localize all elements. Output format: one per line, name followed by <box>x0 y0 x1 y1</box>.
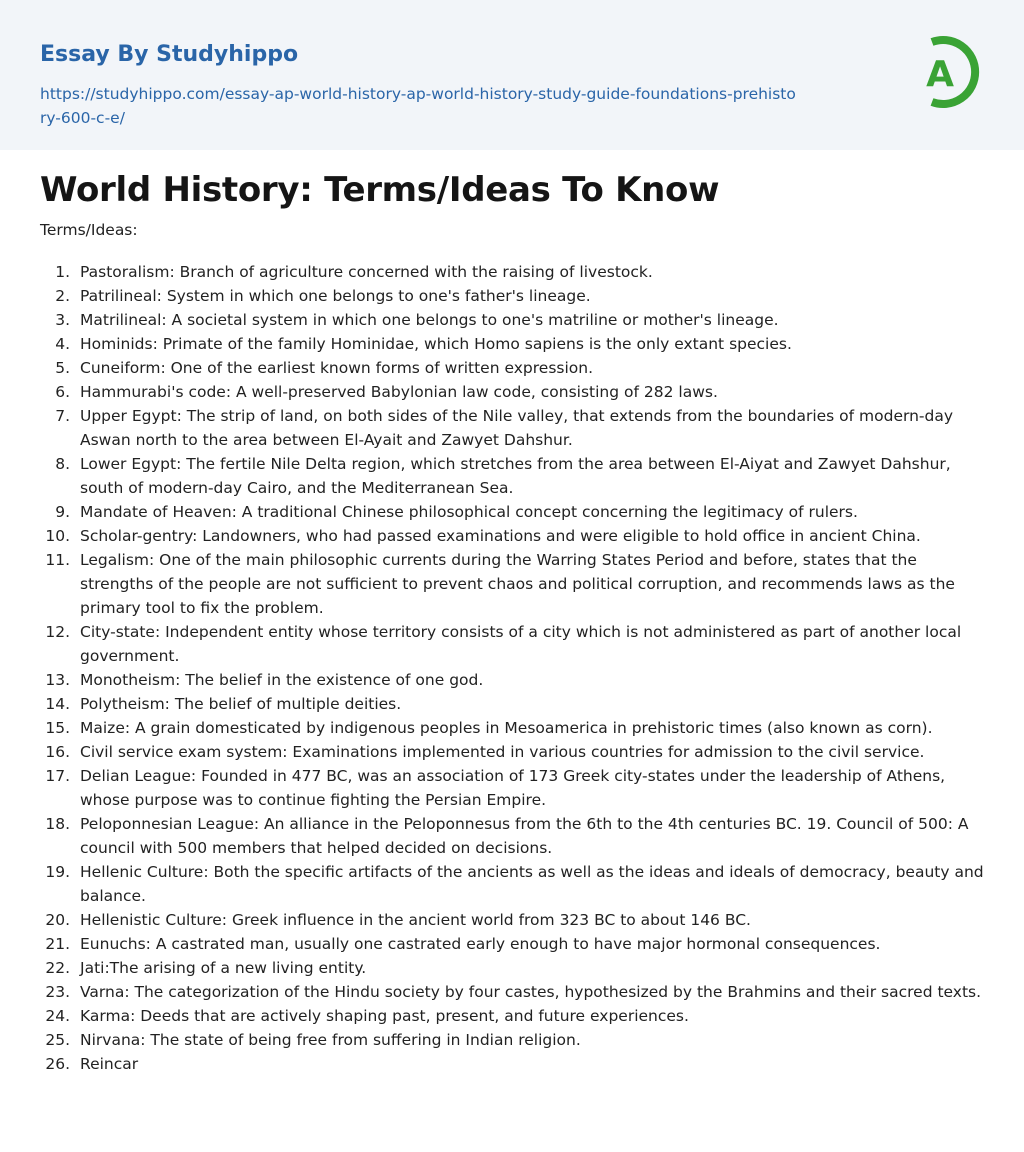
list-item-number: 17. <box>45 767 70 785</box>
list-item <box>40 692 984 716</box>
list-item <box>40 500 984 524</box>
list-item-number: 5. <box>55 359 70 377</box>
list-item <box>40 764 984 812</box>
list-item-text: Hellenistic Culture: Greek influence in the ancient world from 323 BC to about 146 BC. <box>80 911 751 929</box>
list-item-number: 4. <box>55 335 70 353</box>
list-item <box>40 260 984 284</box>
list-item-text: Matrilineal: A societal system in which one belongs to one's matriline or mother's lineage. <box>80 311 779 329</box>
studyhippo-logo-icon[interactable] <box>912 28 986 116</box>
list-item <box>40 980 984 1004</box>
list-item-text: Monotheism: The belief in the existence of one god. <box>80 671 484 689</box>
source-url-link[interactable]: https://studyhippo.com/essay-ap-world-history-ap-world-history-study-guide-foundations-prehistory-600-c-e/ <box>40 85 796 127</box>
list-item <box>40 332 984 356</box>
list-item-number: 11. <box>45 551 70 569</box>
essay-subtitle: Terms/Ideas: <box>40 221 138 239</box>
list-item-number: 10. <box>45 527 70 545</box>
terms-list <box>40 260 984 1076</box>
list-item <box>40 716 984 740</box>
list-item <box>40 404 984 452</box>
list-item-number: 9. <box>55 503 70 521</box>
list-item-number: 13. <box>45 671 70 689</box>
list-item-text: Mandate of Heaven: A traditional Chinese philosophical concept concerning the legitimacy of rulers. <box>80 503 858 521</box>
list-item <box>40 956 984 980</box>
site-header <box>0 0 1024 150</box>
list-item <box>40 1004 984 1028</box>
list-item <box>40 356 984 380</box>
list-item-text: Delian League: Founded in 477 BC, was an association of 173 Greek city-states under the leadership of Athens, whose purpose was to continue fighting the Persian Empire. <box>80 767 946 809</box>
list-item-number: 24. <box>45 1007 70 1025</box>
logo-letter: A <box>926 54 954 95</box>
list-item <box>40 860 984 908</box>
list-item-number: 3. <box>55 311 70 329</box>
list-item-number: 8. <box>55 455 70 473</box>
list-item <box>40 524 984 548</box>
list-item-text: Maize: A grain domesticated by indigenous peoples in Mesoamerica in prehistoric times (also known as corn). <box>80 719 933 737</box>
list-item-text: Polytheism: The belief of multiple deities. <box>80 695 402 713</box>
list-item-text: Karma: Deeds that are actively shaping past, present, and future experiences. <box>80 1007 689 1025</box>
list-item <box>40 548 984 620</box>
list-item <box>40 284 984 308</box>
brand-name[interactable]: Essay By Studyhippo <box>40 42 299 67</box>
list-item-text: City-state: Independent entity whose territory consists of a city which is not administered as part of another local government. <box>80 623 962 665</box>
list-item-text: Varna: The categorization of the Hindu society by four castes, hypothesized by the Brahmins and their sacred texts. <box>80 983 982 1001</box>
list-item-number: 2. <box>55 287 70 305</box>
list-item <box>40 1028 984 1052</box>
list-item-number: 1. <box>55 263 70 281</box>
list-item-number: 14. <box>45 695 70 713</box>
list-item-text: Nirvana: The state of being free from suffering in Indian religion. <box>80 1031 581 1049</box>
list-item-text: Legalism: One of the main philosophic currents during the Warring States Period and before, states that the strengths of the people are not sufficient to prevent chaos and political corruption, and recommends laws as the primary tool to fix the problem. <box>80 551 955 617</box>
list-item-number: 12. <box>45 623 70 641</box>
list-item-number: 23. <box>45 983 70 1001</box>
list-item-number: 26. <box>45 1055 70 1073</box>
list-item <box>40 1052 984 1076</box>
list-item <box>40 380 984 404</box>
list-item <box>40 452 984 500</box>
list-item <box>40 308 984 332</box>
list-item-text: Pastoralism: Branch of agriculture concerned with the raising of livestock. <box>80 263 653 281</box>
essay-title: World History: Terms/Ideas To Know <box>40 170 720 210</box>
list-item-text: Peloponnesian League: An alliance in the Peloponnesus from the 6th to the 4th centuries BC. 19. Council of 500: A council with 500 members that helped decided on decisions. <box>80 815 969 857</box>
list-item-text: Hammurabi's code: A well-preserved Babylonian law code, consisting of 282 laws. <box>80 383 718 401</box>
list-item-text: Upper Egypt: The strip of land, on both sides of the Nile valley, that extends from the boundaries of modern-day Aswan north to the area between El-Ayait and Zawyet Dahshur. <box>80 407 954 449</box>
list-item <box>40 812 984 860</box>
list-item-number: 7. <box>55 407 70 425</box>
list-item-number: 20. <box>45 911 70 929</box>
list-item <box>40 668 984 692</box>
list-item <box>40 932 984 956</box>
list-item-number: 18. <box>45 815 70 833</box>
list-item-number: 21. <box>45 935 70 953</box>
list-item <box>40 908 984 932</box>
list-item-number: 15. <box>45 719 70 737</box>
list-item-text: Civil service exam system: Examinations implemented in various countries for admission to the civil service. <box>80 743 925 761</box>
list-item-text: Hellenic Culture: Both the specific artifacts of the ancients as well as the ideas and ideals of democracy, beauty and balance. <box>80 863 984 905</box>
list-item-text: Lower Egypt: The fertile Nile Delta region, which stretches from the area between El-Aiyat and Zawyet Dahshur, south of modern-day Cairo, and the Mediterranean Sea. <box>80 455 951 497</box>
list-item-text: Cuneiform: One of the earliest known forms of written expression. <box>80 359 594 377</box>
essay-content <box>0 150 1024 1076</box>
list-item-number: 16. <box>45 743 70 761</box>
list-item-text: Hominids: Primate of the family Hominidae, which Homo sapiens is the only extant species. <box>80 335 792 353</box>
list-item-text: Jati:The arising of a new living entity. <box>80 959 367 977</box>
list-item-number: 22. <box>45 959 70 977</box>
list-item-number: 6. <box>55 383 70 401</box>
list-item <box>40 740 984 764</box>
list-item <box>40 620 984 668</box>
list-item-text: Reincar <box>80 1055 139 1073</box>
list-item-text: Patrilineal: System in which one belongs to one's father's lineage. <box>80 287 591 305</box>
list-item-number: 19. <box>45 863 70 881</box>
list-item-number: 25. <box>45 1031 70 1049</box>
list-item-text: Eunuchs: A castrated man, usually one castrated early enough to have major hormonal consequences. <box>80 935 881 953</box>
list-item-text: Scholar-gentry: Landowners, who had passed examinations and were eligible to hold office in ancient China. <box>80 527 921 545</box>
